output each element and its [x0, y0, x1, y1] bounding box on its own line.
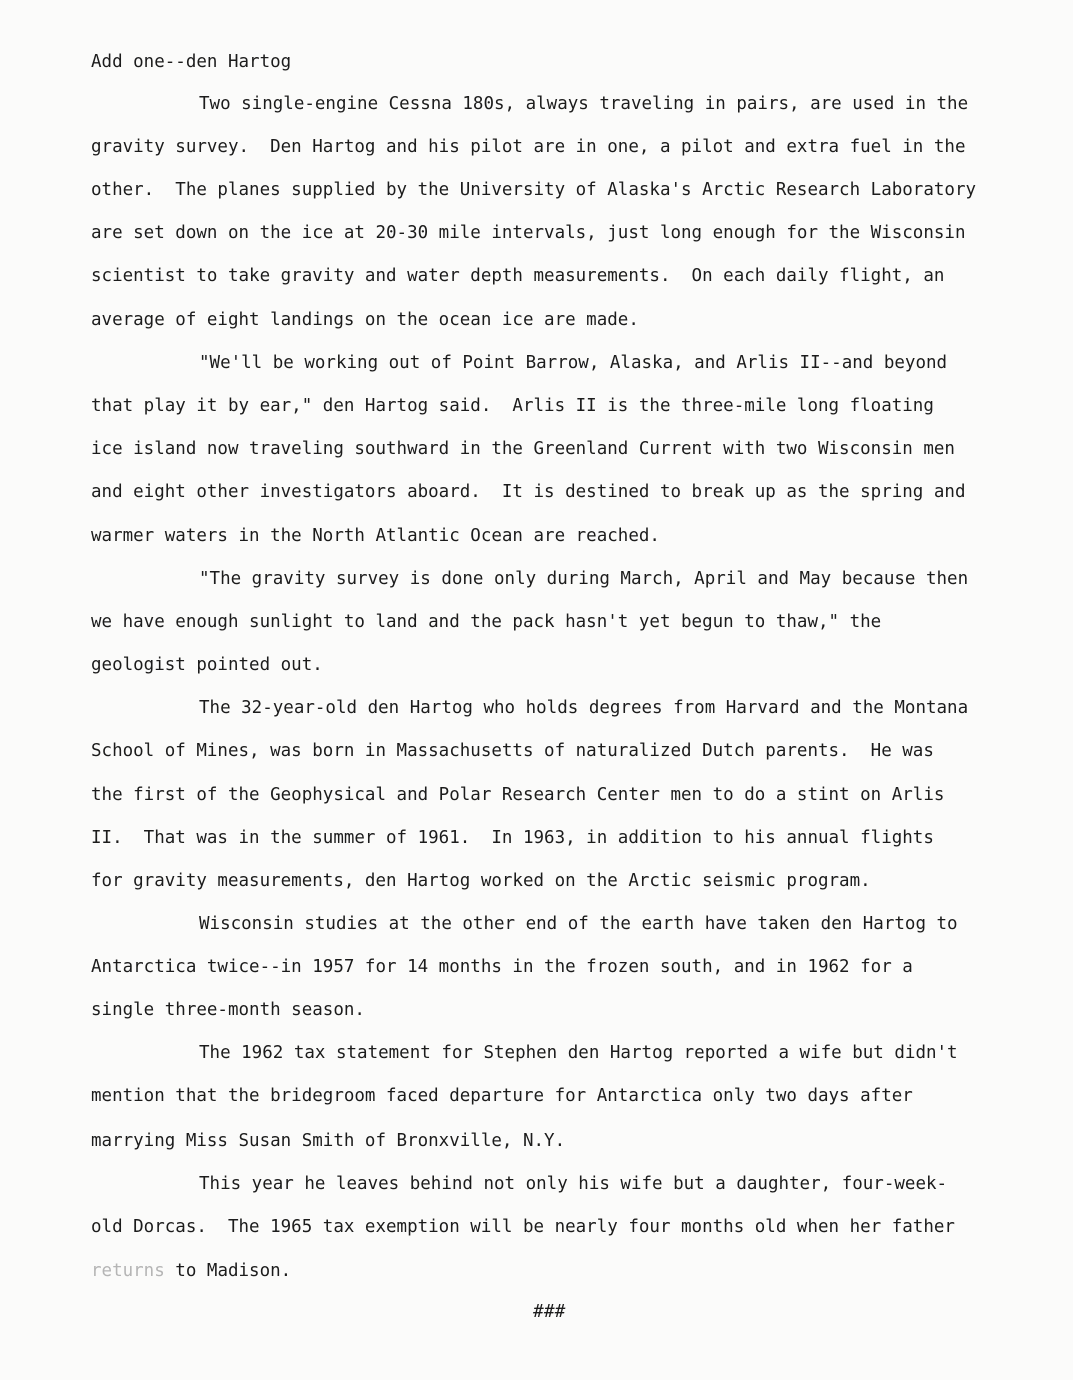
paragraph-line: "The gravity survey is done only during March, April and May because then	[199, 569, 969, 589]
paragraph-line: Antarctica twice--in 1957 for 14 months in the frozen south, and in 1962 for a	[91, 957, 913, 977]
paragraph-line: geologist pointed out.	[91, 655, 323, 675]
faded-word: returns	[91, 1261, 165, 1281]
paragraph-line: single three-month season.	[91, 1000, 365, 1020]
paragraph-line: old Dorcas. The 1965 tax exemption will be nearly four months old when her father	[91, 1217, 955, 1237]
paragraph-line: marrying Miss Susan Smith of Bronxville, N.Y.	[91, 1131, 566, 1151]
paragraph-line: other. The planes supplied by the University of Alaska's Arctic Research Laboratory	[91, 180, 977, 200]
paragraph-line: are set down on the ice at 20-30 mile intervals, just long enough for the Wisconsin	[91, 223, 966, 243]
paragraph-line: "We'll be working out of Point Barrow, Alaska, and Arlis II--and beyond	[199, 353, 948, 373]
page-header: Add one--den Hartog	[91, 52, 292, 72]
paragraph-line: and eight other investigators aboard. It is destined to break up as the spring and	[91, 482, 966, 502]
paragraph-line: gravity survey. Den Hartog and his pilot are in one, a pilot and extra fuel in the	[91, 137, 966, 157]
paragraph-line: II. That was in the summer of 1961. In 1963, in addition to his annual flights	[91, 828, 934, 848]
end-mark: ###	[533, 1301, 566, 1322]
paragraph-line: School of Mines, was born in Massachusetts of naturalized Dutch parents. He was	[91, 741, 934, 761]
final-line-text: to Madison.	[164, 1261, 292, 1281]
paragraph-line: The 1962 tax statement for Stephen den Hartog reported a wife but didn't	[199, 1043, 958, 1063]
paragraph-line: mention that the bridegroom faced departure for Antarctica only two days after	[91, 1086, 913, 1106]
paragraph-line: for gravity measurements, den Hartog worked on the Arctic seismic program.	[91, 871, 871, 891]
paragraph-line: the first of the Geophysical and Polar Research Center men to do a stint on Arlis	[91, 785, 945, 805]
paragraph-line: warmer waters in the North Atlantic Ocean are reached.	[91, 526, 660, 546]
paragraph-line: we have enough sunlight to land and the pack hasn't yet begun to thaw," the	[91, 612, 882, 632]
paragraph-line: average of eight landings on the ocean ice are made.	[91, 310, 639, 330]
paragraph-line: This year he leaves behind not only his wife but a daughter, four-week-	[199, 1174, 948, 1194]
paragraph-line: The 32-year-old den Hartog who holds degrees from Harvard and the Montana	[199, 698, 969, 718]
paragraph-line: that play it by ear," den Hartog said. Arlis II is the three-mile long floating	[91, 396, 934, 416]
paragraph-line: ice island now traveling southward in the Greenland Current with two Wisconsin men	[91, 439, 955, 459]
paragraph-line: scientist to take gravity and water depth measurements. On each daily flight, an	[91, 266, 945, 286]
paragraph-line: Two single-engine Cessna 180s, always traveling in pairs, are used in the	[199, 94, 969, 114]
final-line	[91, 1260, 291, 1282]
paragraph-line: Wisconsin studies at the other end of the earth have taken den Hartog to	[199, 914, 958, 934]
